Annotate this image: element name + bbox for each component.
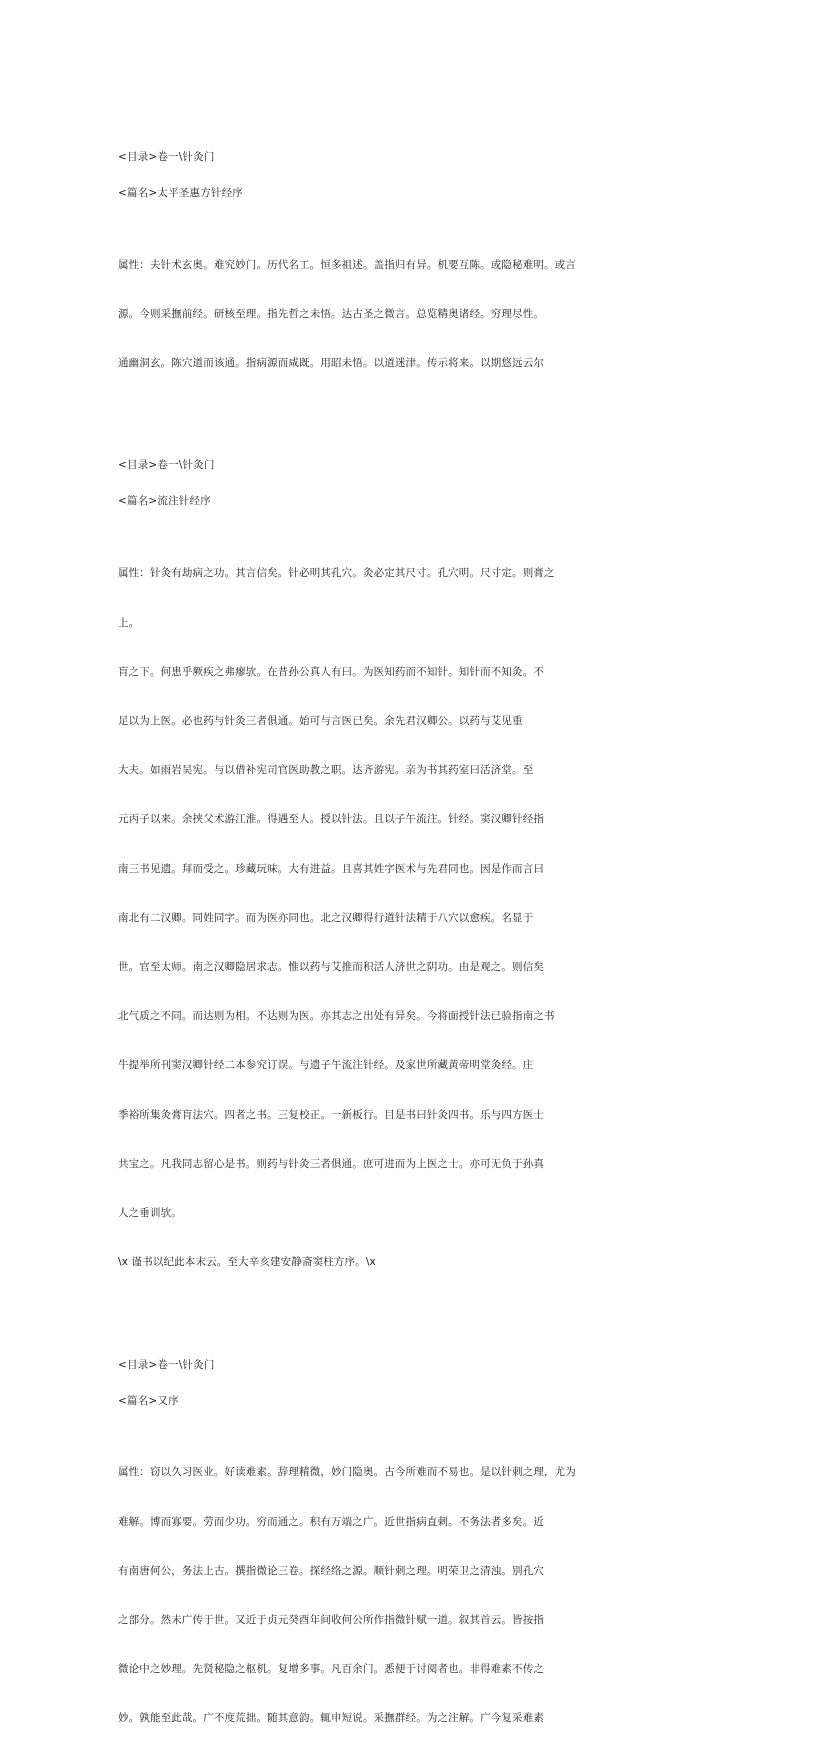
body-line: 通幽洞玄。陈穴道而该通。指病源而咸既。用昭未悟。以道迷津。传示将来。以期悠远云尔 bbox=[118, 357, 544, 370]
body-line: 北气质之不同。而达则为相。不达则为医。亦其志之出处有异矣。今将面授针法已验指南之书 bbox=[118, 1010, 555, 1023]
document-body bbox=[118, 150, 718, 1760]
body-paragraph bbox=[118, 224, 718, 404]
document-section bbox=[118, 1358, 718, 1760]
title-line: <篇名>太平圣惠方针经序 bbox=[118, 187, 243, 199]
document-section bbox=[118, 458, 718, 1303]
body-line: 之部分。然未广传于世。又近于贞元癸酉年间收何公所作指微针赋一道。叙其首云。皆按指 bbox=[118, 1614, 544, 1627]
body-paragraph bbox=[118, 532, 718, 1303]
body-line: 南北有二汉卿。同姓同字。而为医亦同也。北之汉卿得行道针法精于八穴以愈疾。名显于 bbox=[118, 911, 534, 924]
body-line: 大夫。如雨岩吴宪。与以借补宪司官医助教之职。达齐游宪。亲为书其药室曰活济堂。至 bbox=[118, 764, 534, 777]
catalog-line: <目录>卷一\针灸门 bbox=[118, 459, 215, 472]
body-paragraph bbox=[118, 1432, 718, 1760]
body-line: 源。今则采撫前经。研核至理。指先哲之未悟。达古圣之微言。总览精奥诸经。穷理尽性。 bbox=[118, 308, 544, 321]
body-line: 属性：针灸有劫病之功。其言信矣。针必明其孔穴。灸必定其尺寸。孔穴明。尺寸定。则膏之 bbox=[118, 567, 555, 580]
body-line: 属性：窃以久习医业。好读难素。辞理精微，妙门隐奥。古今所难而不易也。是以针刺之理，尤为 bbox=[118, 1466, 576, 1479]
body-line: 季裕所集灸膏肓法穴。四者之书。三复校正。一新板行。目是书曰针灸四书。乐与四方医士 bbox=[118, 1108, 544, 1121]
body-line: 属性：夫针术玄奥。难究妙门。历代名工。恒多祖述。盖指归有异。机要互陈。或隐秘难明。或言 bbox=[118, 258, 576, 271]
catalog-line: <目录>卷一\针灸门 bbox=[118, 1358, 215, 1371]
title-line: <篇名>流注针经序 bbox=[118, 495, 211, 508]
body-line: 共宝之。凡我同志留心是书。则药与针灸三者俱通。庶可进而为上医之士。亦可无负于孙真 bbox=[118, 1157, 544, 1170]
body-line: 妙。孰能至此哉。广不度荒拙。随其意韵。辄申短说。采撫群经。为之注解。广今复采难素 bbox=[118, 1712, 544, 1725]
body-line: 南三书见遗。拜而受之。珍藏玩味。大有进益。且喜其姓字医术与先君同也。因是作而言曰 bbox=[118, 862, 544, 875]
title-line: <篇名>又序 bbox=[118, 1394, 179, 1407]
body-line: 足以为上医。必也药与针灸三者俱通。始可与言医已矣。余先君汉卿公。以药与艾见重 bbox=[118, 714, 523, 727]
body-line: 难解。博而寡要。劳而少功。穷而通之。积有万端之广。近世指病直刺。不务法者多矣。近 bbox=[118, 1515, 544, 1528]
catalog-line: <目录>卷一\针灸门 bbox=[118, 151, 215, 163]
body-line: 元丙子以来。余挟父术游江淮。得遇至人。授以针法。且以子午流注。针经。窦汉卿针经指 bbox=[118, 813, 544, 826]
document-section bbox=[118, 150, 718, 404]
body-line: 微论中之妙理。先贤秘隐之枢机。复增多事。凡百余门。悉便于讨阅者也。非得难素不传之 bbox=[118, 1663, 544, 1676]
body-line: 有南唐何公，务法上古。撰指微论三卷。探经络之源。顺针刺之理。明荣卫之清浊。别孔穴 bbox=[118, 1564, 544, 1577]
body-line: 上。 bbox=[118, 616, 140, 629]
body-line: 人之垂训欤。 bbox=[118, 1207, 182, 1220]
body-line: 肓之下。何患乎厥疾之弗瘳欤。在昔孙公真人有曰。为医知药而不知针。知针而不知灸。不 bbox=[118, 665, 544, 678]
body-line: 世。官至太师。南之汉卿隐居求志。惟以药与艾推而积活人济世之阴功。由是观之。则信矣 bbox=[118, 961, 544, 974]
body-line: \x 谨书以纪此本末云。至大辛亥建安静斋窦柱方序。\x bbox=[118, 1256, 376, 1269]
body-line: 牛提举所刊窦汉卿针经二本参究订误。与遗子午流注针经。及家世所藏黄帝明堂灸经。庄 bbox=[118, 1059, 534, 1072]
